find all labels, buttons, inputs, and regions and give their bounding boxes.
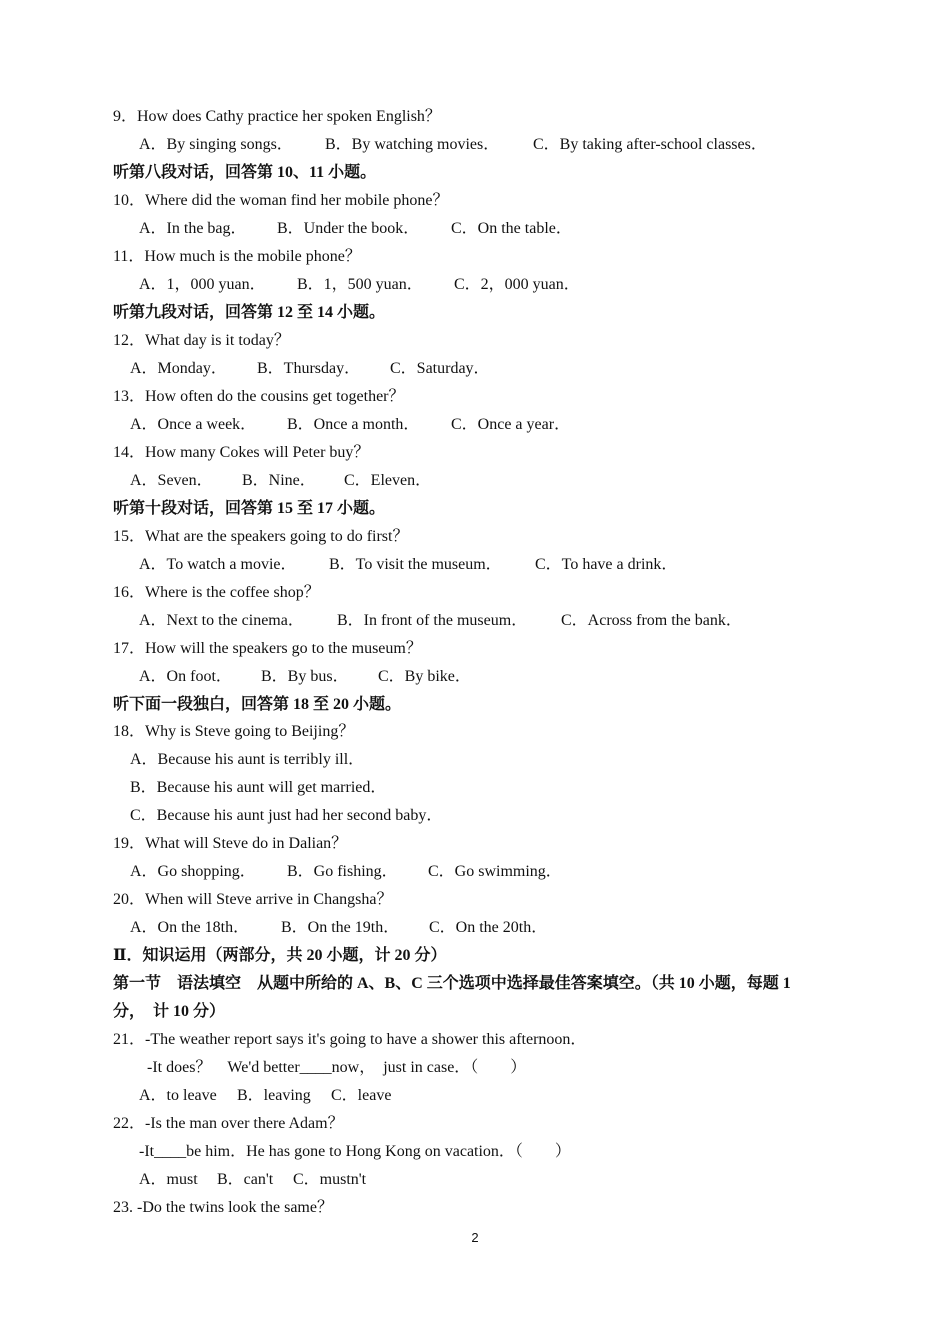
q15-option-b: B．To visit the museum． xyxy=(329,556,502,573)
q20-option-c: C．On the 20th． xyxy=(429,919,548,936)
q18-option-c: C．Because his aunt just had her second baby． xyxy=(130,807,443,824)
q10-option-c: C．On the table． xyxy=(451,220,572,237)
question-11: 11．How much is the mobile phone？ xyxy=(113,248,361,265)
q12-option-a: A．Monday． xyxy=(130,360,227,377)
q22-option-b: B．can't xyxy=(217,1171,274,1188)
q20-option-a: A．On the 18th． xyxy=(130,919,250,936)
q14-option-a: A．Seven． xyxy=(130,472,213,489)
q17-option-b: B．By bus． xyxy=(261,668,349,685)
q9-option-a: A．By singing songs． xyxy=(139,136,293,153)
q11-option-a: A．1，000 yuan． xyxy=(139,276,266,293)
q19-option-b: B．Go fishing． xyxy=(287,863,398,880)
q16-option-a: A．Next to the cinema． xyxy=(139,612,304,629)
question-12: 12．What day is it today？ xyxy=(113,332,290,349)
q9-option-b: B．By watching movies． xyxy=(325,136,500,153)
q22-option-c: C．mustn't xyxy=(293,1171,367,1188)
question-15: 15．What are the speakers going to do first？ xyxy=(113,528,409,545)
q13-option-a: A．Once a week． xyxy=(130,416,257,433)
q20-option-b: B．On the 19th． xyxy=(281,919,400,936)
question-13: 13．How often do the cousins get together？ xyxy=(113,388,405,405)
question-21-reply: -It does？ We'd better____now， just in case．（ ） xyxy=(147,1059,527,1076)
section-heading-11: 听下面一段独白，回答第 18 至 20 小题。 xyxy=(113,696,402,713)
q13-option-c: C．Once a year． xyxy=(451,416,571,433)
question-19: 19．What will Steve do in Dalian？ xyxy=(113,835,348,852)
q14-option-b: B．Nine． xyxy=(242,472,316,489)
section-heading-8: 听第八段对话，回答第 10、11 小题。 xyxy=(113,164,377,181)
section-heading-10: 听第十段对话，回答第 15 至 17 小题。 xyxy=(113,500,386,517)
part-two-heading: Ⅱ．知识运用（两部分，共 20 小题，计 20 分） xyxy=(113,947,447,964)
question-9: 9．How does Cathy practice her spoken English？ xyxy=(113,108,441,125)
section-one-heading: 第一节 语法填空 从题中所给的 A、B、C 三个选项中选择最佳答案填空。（共 10 小题，每题 1 xyxy=(113,975,791,992)
q21-option-a: A．to leave xyxy=(139,1087,217,1104)
question-22: 22．-Is the man over there Adam？ xyxy=(113,1115,344,1132)
q13-option-b: B．Once a month． xyxy=(287,416,420,433)
question-17: 17．How will the speakers go to the museum？ xyxy=(113,640,422,657)
q11-option-c: C．2，000 yuan． xyxy=(454,276,580,293)
q15-option-c: C．To have a drink． xyxy=(535,556,678,573)
section-one-heading-cont: 分， 计 10 分） xyxy=(113,1003,226,1020)
page-number: 2 xyxy=(471,1230,479,1245)
q21-option-b: B．leaving xyxy=(237,1087,311,1104)
q21-option-c: C．leave xyxy=(331,1087,392,1104)
q18-option-a: A．Because his aunt is terribly ill． xyxy=(130,751,365,768)
q19-option-a: A．Go shopping． xyxy=(130,863,256,880)
q19-option-c: C．Go swimming． xyxy=(428,863,562,880)
question-21: 21．-The weather report says it's going to have a shower this afternoon． xyxy=(113,1031,587,1048)
question-23: 23. -Do the twins look the same？ xyxy=(113,1199,333,1216)
q18-option-b: B．Because his aunt will get married． xyxy=(130,779,387,796)
q9-option-c: C．By taking after-school classes． xyxy=(533,136,767,153)
q17-option-a: A．On foot． xyxy=(139,668,232,685)
q10-option-b: B．Under the book． xyxy=(277,220,420,237)
q16-option-c: C．Across from the bank． xyxy=(561,612,742,629)
question-22-reply: -It____be him．He has gone to Hong Kong on vacation．（ ） xyxy=(139,1143,571,1160)
question-10: 10．Where did the woman find her mobile phone？ xyxy=(113,192,449,209)
q15-option-a: A．To watch a movie． xyxy=(139,556,297,573)
q10-option-a: A．In the bag． xyxy=(139,220,247,237)
question-16: 16．Where is the coffee shop？ xyxy=(113,584,320,601)
q11-option-b: B．1，500 yuan． xyxy=(297,276,423,293)
question-20: 20．When will Steve arrive in Changsha？ xyxy=(113,891,393,908)
q22-option-a: A．must xyxy=(139,1171,198,1188)
q12-option-c: C．Saturday． xyxy=(390,360,490,377)
q12-option-b: B．Thursday． xyxy=(257,360,361,377)
question-14: 14．How many Cokes will Peter buy？ xyxy=(113,444,370,461)
q17-option-c: C．By bike． xyxy=(378,668,471,685)
section-heading-9: 听第九段对话，回答第 12 至 14 小题。 xyxy=(113,304,386,321)
q16-option-b: B．In front of the museum． xyxy=(337,612,528,629)
question-18: 18．Why is Steve going to Beijing？ xyxy=(113,723,355,740)
q14-option-c: C．Eleven． xyxy=(344,472,432,489)
